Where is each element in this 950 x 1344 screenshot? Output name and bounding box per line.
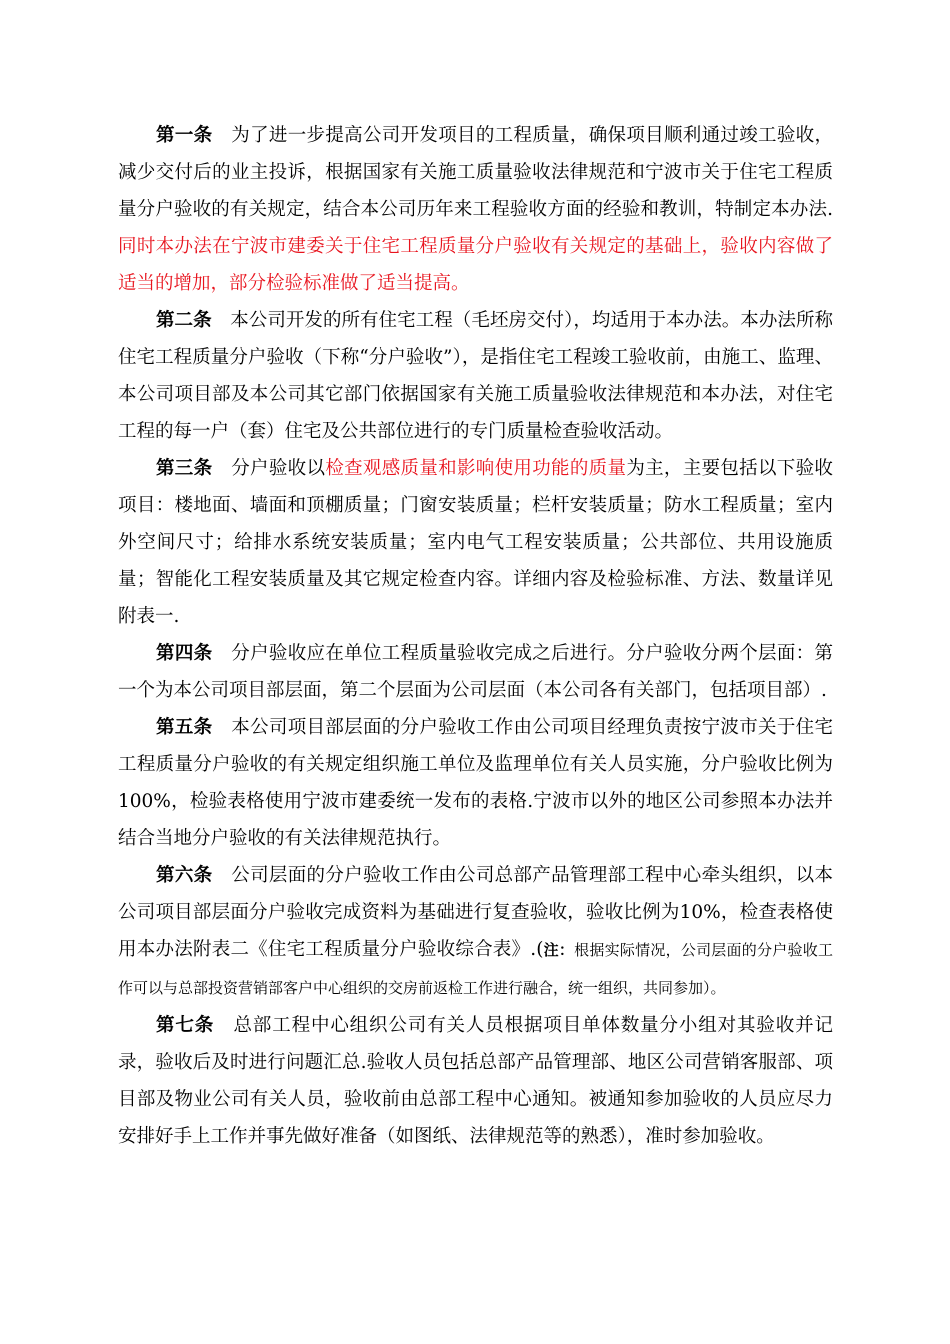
note-label: 注： — [543, 941, 575, 959]
article-text: 分户验收应在单位工程质量验收完成之后进行。分户验收分两个层面：第一个为本公司项目部层面，第二个层面为公司层面（本公司各有关部门，包括项目部）. — [118, 643, 833, 701]
article-6 — [118, 857, 833, 1007]
note-open-paren: ( — [536, 939, 544, 960]
article-label: 第四条 — [156, 643, 213, 664]
article-1 — [118, 117, 833, 302]
article-text: 公司层面的分户验收工作由公司总部产品管理部工程中心牵头组织，以本公司项目部层面分户验收完成资料为基础进行复查验收，验收比例为10%，检查表格使用本办法附表二《住宅工程质量分户验收综合表》. — [118, 865, 833, 960]
article-label: 第三条 — [156, 458, 213, 479]
article-red-text: 检查观感质量和影响使用功能的质量 — [325, 458, 627, 479]
article-label: 第六条 — [156, 865, 213, 886]
article-7 — [118, 1007, 833, 1155]
document-body — [118, 117, 833, 1155]
article-4 — [118, 635, 833, 709]
article-label: 第一条 — [156, 125, 213, 146]
article-2 — [118, 302, 833, 450]
article-label: 第七条 — [156, 1015, 215, 1036]
article-red-text: 同时本办法在宁波市建委关于住宅工程质量分户验收有关规定的基础上，验收内容做了适当的增加，部分检验标准做了适当提高。 — [118, 236, 833, 294]
article-5 — [118, 709, 833, 857]
article-label: 第五条 — [156, 717, 213, 738]
article-text: 本公司项目部层面的分户验收工作由公司项目经理负责按宁波市关于住宅工程质量分户验收的有关规定组织施工单位及监理单位有关人员实施，分户验收比例为100%，检验表格使用宁波市建委统一发布的表格.宁波市以外的地区公司参照本办法并结合当地分户验收的有关法律规范执行。 — [118, 717, 833, 849]
article-text: 为了进一步提高公司开发项目的工程质量，确保项目顺利通过竣工验收，减少交付后的业主投诉，根据国家有关施工质量验收法律规范和宁波市关于住宅工程质量分户验收的有关规定，结合本公司历年来工程验收方面的经验和教训，特制定本办法. — [118, 125, 833, 220]
article-text: 总部工程中心组织公司有关人员根据项目单体数量分小组对其验收并记录，验收后及时进行问题汇总.验收人员包括总部产品管理部、地区公司营销客服部、项目部及物业公司有关人员，验收前由总部工程中心通知。被通知参加验收的人员应尽力安排好手上工作并事先做好准备（如图纸、法律规范等的熟悉），准时参加验收。 — [118, 1015, 833, 1147]
article-text: 为主，主要包括以下验收项目：楼地面、墙面和顶棚质量；门窗安装质量；栏杆安装质量；防水工程质量；室内外空间尺寸；给排水系统安装质量；室内电气工程安装质量；公共部位、共用设施质量；智能化工程安装质量及其它规定检查内容。详细内容及检验标准、方法、数量详见附表一. — [118, 458, 833, 627]
article-text: 分户验收以 — [231, 458, 326, 479]
article-text: 本公司开发的所有住宅工程（毛坯房交付），均适用于本办法。本办法所称住宅工程质量分户验收（下称“分户验收”），是指住宅工程竣工验收前，由施工、监理、本公司项目部及本公司其它部门依据国家有关施工质量验收法律规范和本办法，对住宅工程的每一户（套）住宅及公共部位进行的专门质量检查验收活动。 — [118, 310, 833, 442]
article-3 — [118, 450, 833, 635]
note-text: 根据实际情况，公司层面的分户验收工作可以与总部投资营销部客户中心组织的交房前返检工作进行融合，统一组织，共同参加）。 — [118, 941, 833, 997]
article-label: 第二条 — [156, 310, 212, 331]
